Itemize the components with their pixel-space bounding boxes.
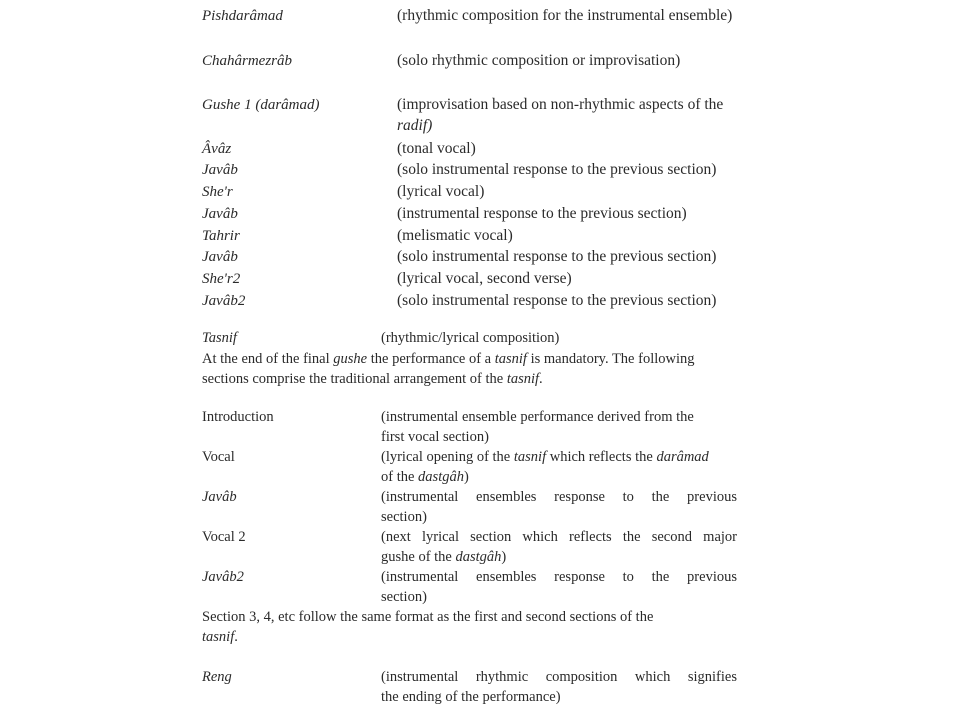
desc-javab: (solo instrumental response to the previous section) bbox=[397, 161, 717, 178]
desc-javab-tasnif-line-1: (instrumental ensembles response to the previous bbox=[381, 489, 737, 505]
desc-javab-3: (solo instrumental response to the previous section) bbox=[397, 248, 717, 265]
term-chaharmezrab: Chahârmezrâb bbox=[202, 53, 293, 69]
desc-javab-2: (instrumental response to the previous section) bbox=[397, 205, 687, 222]
closing-line-1: Section 3, 4, etc follow the same format as the first and second sections of the bbox=[202, 609, 654, 625]
term-tasnif: Tasnif bbox=[202, 330, 237, 346]
tasnif-intro-line-2: sections comprise the traditional arrangement of the tasnif. bbox=[202, 371, 543, 387]
desc-sher2: (lyrical vocal, second verse) bbox=[397, 270, 572, 287]
term-reng: Reng bbox=[202, 669, 232, 685]
desc-tahrir: (melismatic vocal) bbox=[397, 227, 513, 244]
term-javab2-tasnif: Javâb2 bbox=[202, 569, 244, 585]
desc-gushe-1-line2: radif) bbox=[397, 117, 433, 134]
term-sher: She'r bbox=[202, 184, 233, 200]
desc-sher: (lyrical vocal) bbox=[397, 183, 485, 200]
closing-line-2: tasnif. bbox=[202, 629, 238, 645]
desc-reng-line-1: (instrumental rhythmic composition which signifies bbox=[381, 669, 737, 685]
term-javab2: Javâb2 bbox=[202, 293, 246, 309]
term-vocal: Vocal bbox=[202, 449, 235, 465]
term-avaz: Âvâz bbox=[202, 141, 232, 157]
desc-avaz: (tonal vocal) bbox=[397, 140, 476, 157]
closing-paragraph bbox=[202, 607, 742, 647]
desc-vocal-2-line-1: (next lyrical section which reflects the second major bbox=[381, 529, 737, 545]
term-vocal-2: Vocal 2 bbox=[202, 529, 246, 545]
desc-chaharmezrab: (solo rhythmic composition or improvisation) bbox=[397, 52, 681, 69]
desc-reng-line-2: the ending of the performance) bbox=[381, 689, 561, 705]
desc-pishdaramad: (rhythmic composition for the instrumental ensemble) bbox=[397, 7, 733, 24]
term-javab-2: Javâb bbox=[202, 206, 238, 222]
desc-introduction-line-1: (instrumental ensemble performance derived from the bbox=[381, 409, 694, 425]
desc-javab2: (solo instrumental response to the previous section) bbox=[397, 292, 717, 309]
term-gushe-1: Gushe 1 (darâmad) bbox=[202, 97, 320, 113]
term-pishdaramad: Pishdarâmad bbox=[202, 8, 283, 24]
desc-vocal-line-1: (lyrical opening of the tasnif which reflects the darâmad bbox=[381, 449, 709, 465]
desc-vocal-2-line-2: gushe of the dastgâh) bbox=[381, 549, 507, 565]
term-introduction: Introduction bbox=[202, 409, 274, 425]
term-sher2: She'r2 bbox=[202, 271, 241, 287]
desc-introduction-line-2: first vocal section) bbox=[381, 429, 489, 445]
desc-javab-tasnif-line-2: section) bbox=[381, 509, 427, 525]
desc-vocal-line-2: of the dastgâh) bbox=[381, 469, 469, 485]
tasnif-intro-line-1: At the end of the final gushe the performance of a tasnif is mandatory. The following bbox=[202, 351, 695, 367]
tasnif-intro-paragraph bbox=[202, 349, 742, 389]
desc-javab2-tasnif-line-1: (instrumental ensembles response to the previous bbox=[381, 569, 737, 585]
term-javab-tasnif: Javâb bbox=[202, 489, 237, 505]
desc-javab2-tasnif-line-2: section) bbox=[381, 589, 427, 605]
term-javab-3: Javâb bbox=[202, 249, 238, 265]
term-javab: Javâb bbox=[202, 162, 238, 178]
desc-tasnif: (rhythmic/lyrical composition) bbox=[381, 330, 560, 346]
desc-gushe-1: (improvisation based on non-rhythmic aspects of the bbox=[397, 96, 724, 113]
term-tahrir: Tahrir bbox=[202, 228, 240, 244]
